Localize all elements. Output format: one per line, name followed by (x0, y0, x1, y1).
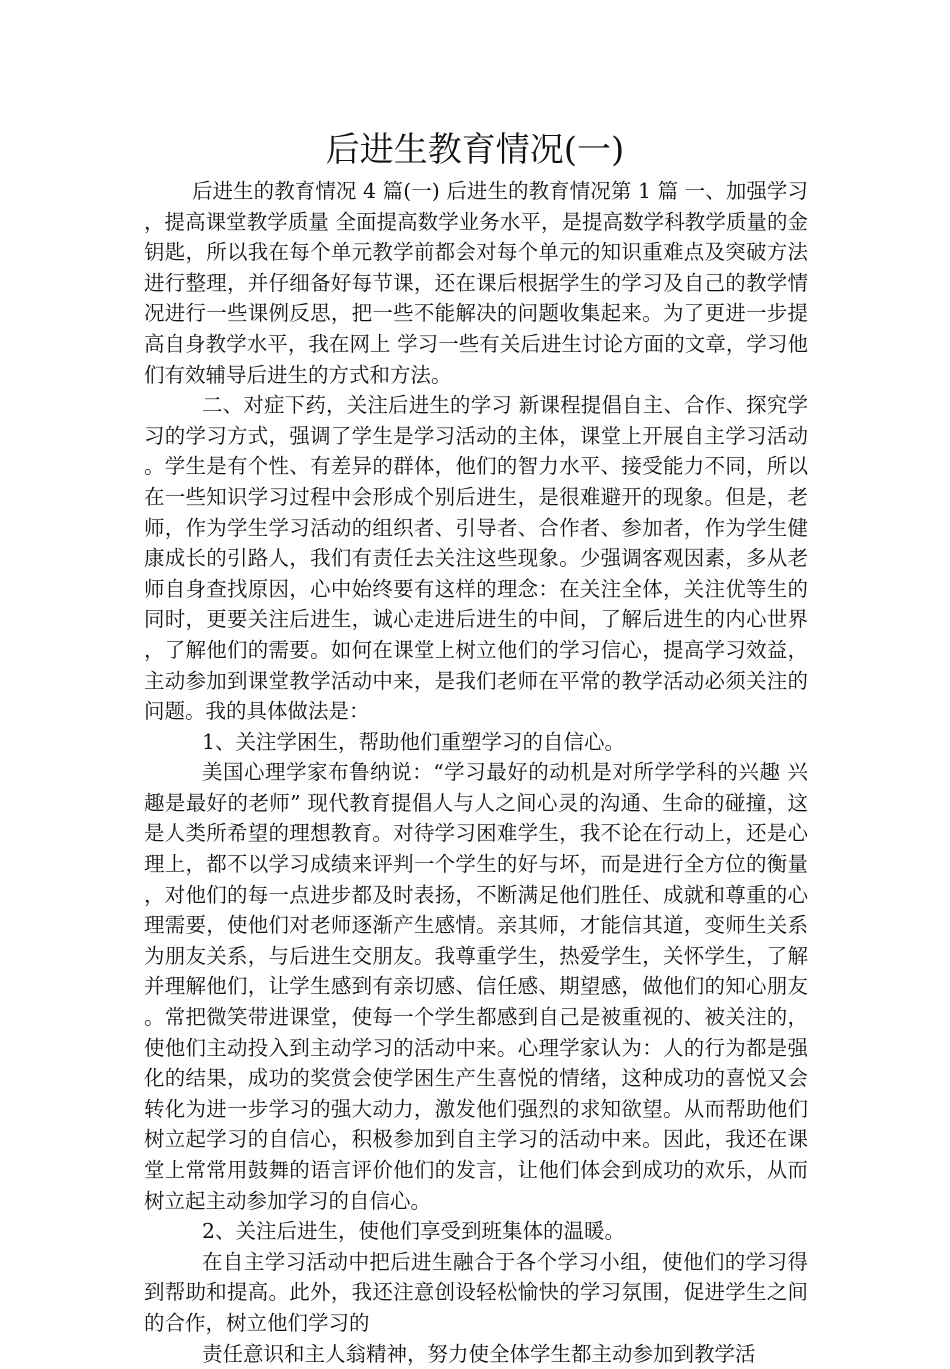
paragraph-point-two: 2、关注后进生，使他们享受到班集体的温暖。 (202, 1219, 626, 1244)
paragraph-point-one: 1、关注学困生，帮助他们重塑学习的自信心。 (202, 729, 626, 754)
paragraph-group-learning: 在自主学习活动中把后进生融合于各个学习小组，使他们的学习得到帮助和提高。此外，我还注意创设轻松愉快的学习氛围，促进学生之间的合作，树立他们学习的 (144, 1249, 808, 1335)
paragraph-bruner-quote: 美国心理学家布鲁纳说：“学习最好的动机是对所学学科的兴趣 兴趣是最好的老师” 现代教育提倡人与人之间心灵的沟通、生命的碰撞，这是人类所希望的理想教育。对待学习困难学生，我不论在行动上，还是心理上，都不以学习成绩来评判一个学生的好与坏，而是进行全方位的衡量，对他们的每一点进步都及时表扬，不断满足他们胜任、成就和尊重的心理需要，使他们对老师逐渐产生感情。亲其师，才能信其道，变师生关系为朋友关系，与后进生交朋友。我尊重学生，热爱学生，关怀学生，了解并理解他们，让学生感到有亲切感、信任感、期望感，做他们的知心朋友。常把微笑带进课堂，使每一个学生都感到自己是被重视的、被关注的，使他们主动投入到主动学习的活动中来。心理学家认为：人的行为都是强化的结果，成功的奖赏会使学困生产生喜悦的情绪，这种成功的喜悦又会转化为进一步学习的强大动力，激发他们强烈的求知欲望。从而帮助他们树立起学习的自信心，积极参加到自主学习的活动中来。因此，我还在课堂上常常用鼓舞的语言评价他们的发言，让他们体会到成功的欢乐，从而树立起主动参加学习的自信心。 (144, 760, 808, 1213)
paragraph-intro: 后进生的教育情况 4 篇(一) 后进生的教育情况第 1 篇 一、加强学习，提高课堂教学质量 全面提高数学业务水平，是提高数学科教学质量的金钥匙，所以我在每个单元教学前都会对每个单元的知识重难点及突破方法进行整理，并仔细备好每节课，还在课后根据学生的学习及自己的教学情况进行一些课例反思，把一些不能解决的问题收集起来。为了更进一步提高自身教学水平，我在网上 学习一些有关后进生讨论方面的文章，学习他们有效辅导后进生的方式和方法。 (144, 179, 808, 387)
document-title: 后进生教育情况(一) (325, 130, 625, 170)
paragraph-section-two: 二、对症下药，关注后进生的学习 新课程提倡自主、合作、探究学习的学习方式，强调了学生是学习活动的主体，课堂上开展自主学习活动。学生是有个性、有差异的群体，他们的智力水平、接受能力不同，所以在一些知识学习过程中会形成个别后进生，是很难避开的现象。但是，老师，作为学生学习活动的组织者、引导者、合作者、参加者，作为学生健康成长的引路人，我们有责任去关注这些现象。少强调客观因素，多从老师自身查找原因，心中始终要有这样的理念：在关注全体，关注优等生的同时，更要关注后进生，诚心走进后进生的中间，了解后进生的内心世界，了解他们的需要。如何在课堂上树立他们的学习信心，提高学习效益，主动参加到课堂教学活动中来，是我们老师在平常的教学活动必须关注的问题。我的具体做法是： (144, 393, 808, 724)
paragraph-responsibility: 责任意识和主人翁精神，努力使全体学生都主动参加到教学活 (202, 1341, 756, 1366)
document-body (144, 176, 808, 1369)
